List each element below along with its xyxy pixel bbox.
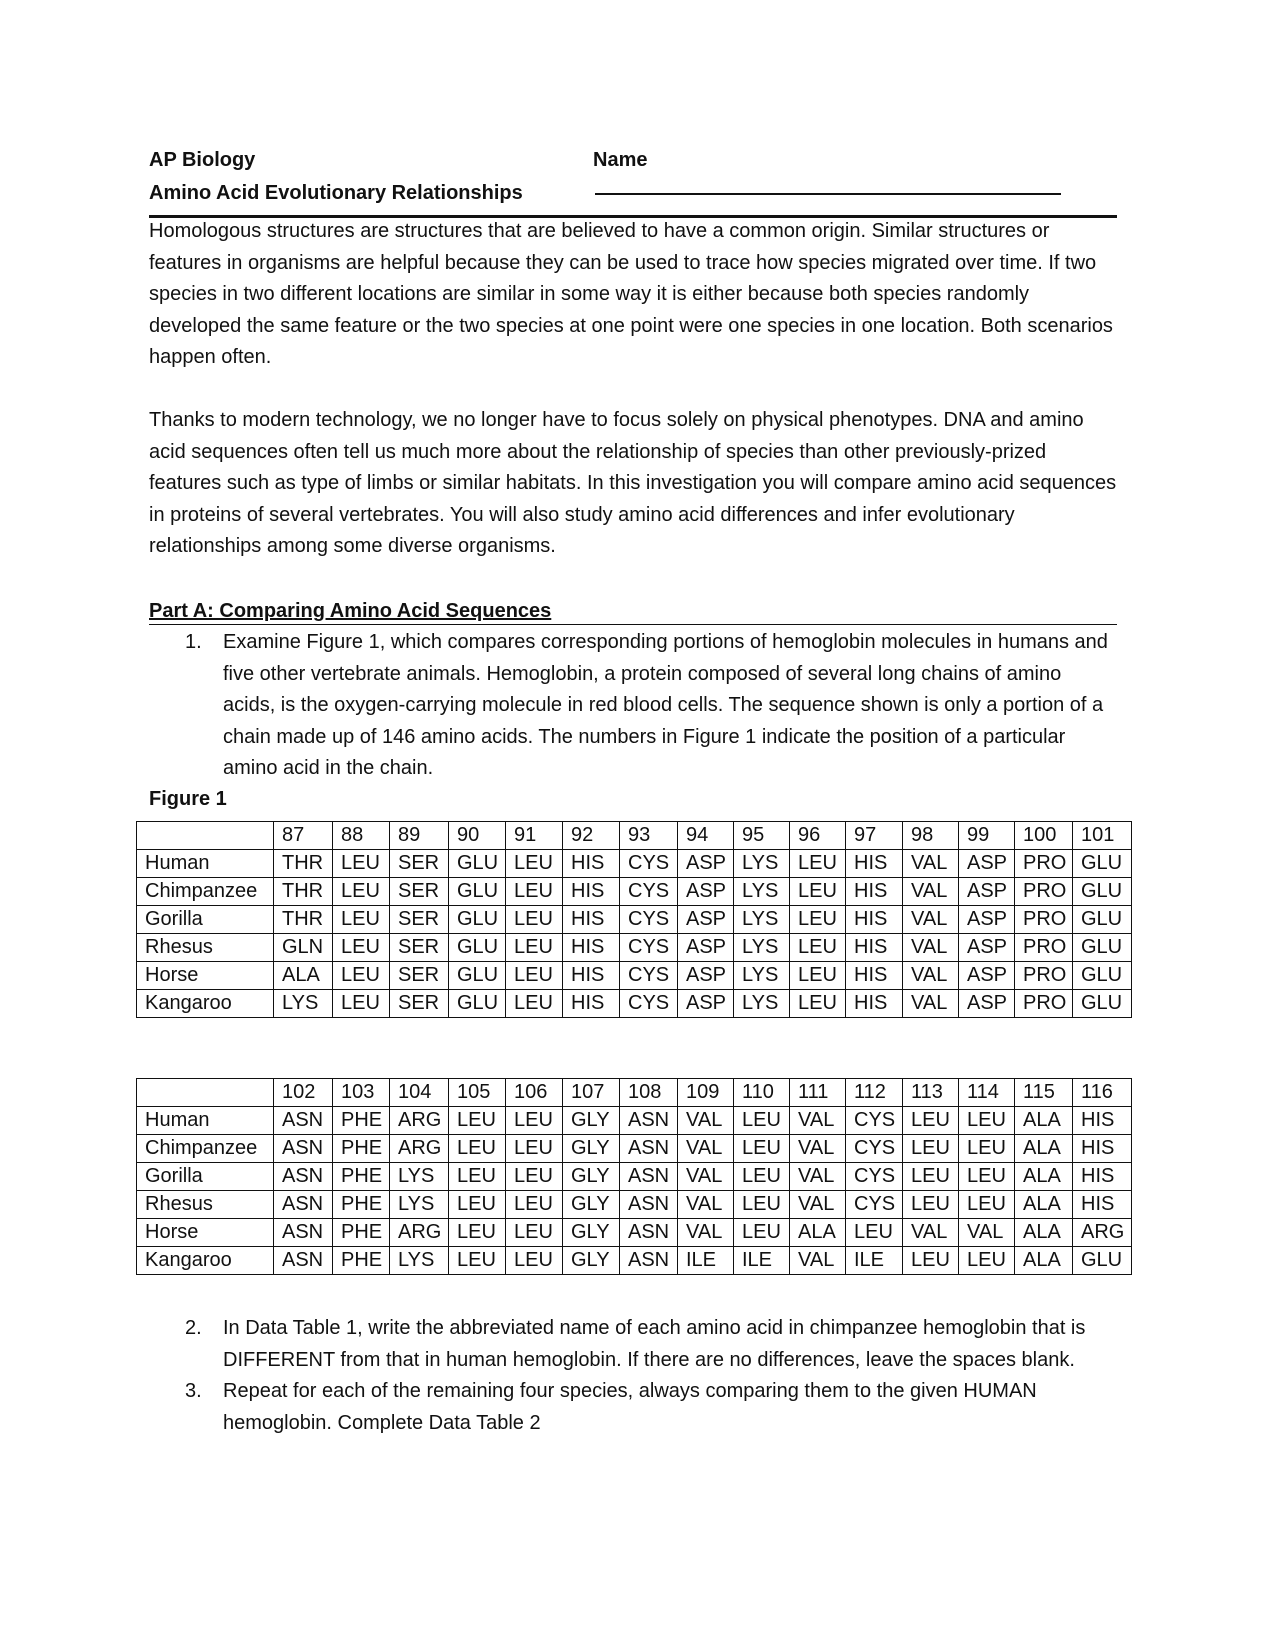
- amino-acid-cell: ASN: [620, 1247, 678, 1275]
- amino-acid-cell: LEU: [959, 1191, 1015, 1219]
- amino-acid-cell: VAL: [790, 1191, 846, 1219]
- sequence-table-87-101: [136, 821, 1132, 1018]
- position-number-cell: 110: [734, 1079, 790, 1107]
- amino-acid-cell: LEU: [790, 878, 846, 906]
- position-number-cell: 113: [903, 1079, 959, 1107]
- position-number-cell: 101: [1073, 822, 1132, 850]
- position-number-cell: 108: [620, 1079, 678, 1107]
- amino-acid-cell: ASN: [274, 1107, 333, 1135]
- amino-acid-cell: LEU: [449, 1163, 506, 1191]
- amino-acid-cell: ILE: [846, 1247, 903, 1275]
- amino-acid-cell: LYS: [390, 1247, 449, 1275]
- amino-acid-cell: ALA: [1015, 1107, 1073, 1135]
- position-number-cell: 100: [1015, 822, 1073, 850]
- amino-acid-cell: ASP: [959, 990, 1015, 1018]
- intro-paragraph-1: Homologous structures are structures that are believed to have a common origin. Similar structures or features in organisms are helpful because they can be used to trace how species migrated over time. If two species in two different locations are similar in some way it is either because both species randomly developed the same feature or the two species at one point were one species in one location. Both scenarios happen often.: [149, 220, 1113, 368]
- instruction-item-3: [149, 1376, 1117, 1439]
- species-row: [137, 1107, 1132, 1135]
- instruction-number: 2.: [185, 1317, 202, 1339]
- species-row: [137, 906, 1132, 934]
- amino-acid-cell: CYS: [846, 1107, 903, 1135]
- instruction-text: Repeat for each of the remaining four species, always comparing them to the given HUMAN hemoglobin. Complete Data Table 2: [223, 1380, 1037, 1434]
- position-number-cell: 89: [390, 822, 449, 850]
- amino-acid-cell: LEU: [734, 1135, 790, 1163]
- amino-acid-cell: GLY: [563, 1247, 620, 1275]
- amino-acid-cell: HIS: [846, 990, 903, 1018]
- amino-acid-cell: LEU: [790, 990, 846, 1018]
- position-number-cell: 97: [846, 822, 903, 850]
- amino-acid-cell: GLU: [449, 906, 506, 934]
- amino-acid-cell: HIS: [1073, 1163, 1132, 1191]
- species-row: [137, 934, 1132, 962]
- amino-acid-cell: LEU: [506, 990, 563, 1018]
- amino-acid-cell: LEU: [903, 1107, 959, 1135]
- amino-acid-cell: SER: [390, 962, 449, 990]
- amino-acid-cell: LEU: [959, 1247, 1015, 1275]
- instruction-item-2: [149, 1313, 1117, 1376]
- amino-acid-cell: LEU: [333, 934, 390, 962]
- amino-acid-cell: LEU: [959, 1163, 1015, 1191]
- species-name-cell: Human: [137, 1107, 274, 1135]
- amino-acid-cell: LEU: [734, 1219, 790, 1247]
- amino-acid-cell: SER: [390, 850, 449, 878]
- amino-acid-cell: GLY: [563, 1163, 620, 1191]
- amino-acid-cell: ASP: [959, 850, 1015, 878]
- amino-acid-cell: HIS: [1073, 1107, 1132, 1135]
- amino-acid-cell: LEU: [506, 878, 563, 906]
- amino-acid-cell: VAL: [678, 1163, 734, 1191]
- amino-acid-cell: LYS: [734, 962, 790, 990]
- amino-acid-cell: CYS: [620, 850, 678, 878]
- amino-acid-cell: GLU: [449, 934, 506, 962]
- amino-acid-cell: GLU: [449, 878, 506, 906]
- amino-acid-cell: ASN: [620, 1135, 678, 1163]
- amino-acid-cell: THR: [274, 850, 333, 878]
- amino-acid-cell: LEU: [506, 1107, 563, 1135]
- species-row: [137, 1163, 1132, 1191]
- instruction-item-1: [149, 627, 1117, 785]
- amino-acid-cell: ASP: [678, 962, 734, 990]
- amino-acid-cell: LEU: [449, 1135, 506, 1163]
- position-number-cell: 104: [390, 1079, 449, 1107]
- amino-acid-cell: SER: [390, 934, 449, 962]
- amino-acid-cell: LEU: [506, 1247, 563, 1275]
- position-number-cell: 96: [790, 822, 846, 850]
- amino-acid-cell: LEU: [333, 878, 390, 906]
- amino-acid-cell: CYS: [846, 1191, 903, 1219]
- course-title: AP Biology: [149, 149, 256, 171]
- amino-acid-cell: LEU: [790, 850, 846, 878]
- amino-acid-cell: GLU: [1073, 990, 1132, 1018]
- amino-acid-cell: GLY: [563, 1107, 620, 1135]
- amino-acid-cell: ASP: [678, 990, 734, 1018]
- corner-cell: [137, 822, 274, 850]
- position-number-cell: 98: [903, 822, 959, 850]
- position-number-cell: 106: [506, 1079, 563, 1107]
- amino-acid-cell: ALA: [1015, 1247, 1073, 1275]
- amino-acid-cell: ARG: [390, 1107, 449, 1135]
- amino-acid-cell: ILE: [678, 1247, 734, 1275]
- species-name-cell: Horse: [137, 962, 274, 990]
- species-row: [137, 878, 1132, 906]
- amino-acid-cell: LEU: [449, 1107, 506, 1135]
- amino-acid-cell: PHE: [333, 1107, 390, 1135]
- amino-acid-cell: CYS: [846, 1135, 903, 1163]
- amino-acid-cell: HIS: [846, 962, 903, 990]
- position-number-cell: 91: [506, 822, 563, 850]
- name-blank-line[interactable]: [595, 173, 1061, 195]
- position-number-cell: 116: [1073, 1079, 1132, 1107]
- amino-acid-cell: VAL: [903, 1219, 959, 1247]
- position-number-cell: 94: [678, 822, 734, 850]
- species-row: [137, 1219, 1132, 1247]
- amino-acid-cell: ASP: [678, 878, 734, 906]
- amino-acid-cell: ASN: [620, 1219, 678, 1247]
- position-number-cell: 115: [1015, 1079, 1073, 1107]
- amino-acid-cell: HIS: [846, 850, 903, 878]
- position-header-row: [137, 822, 1132, 850]
- amino-acid-cell: VAL: [790, 1163, 846, 1191]
- amino-acid-cell: CYS: [620, 990, 678, 1018]
- amino-acid-cell: HIS: [1073, 1191, 1132, 1219]
- amino-acid-cell: GLU: [449, 990, 506, 1018]
- amino-acid-cell: HIS: [1073, 1135, 1132, 1163]
- amino-acid-cell: ASP: [959, 962, 1015, 990]
- amino-acid-cell: GLU: [449, 962, 506, 990]
- amino-acid-cell: LYS: [734, 934, 790, 962]
- amino-acid-cell: LEU: [959, 1107, 1015, 1135]
- amino-acid-cell: VAL: [903, 878, 959, 906]
- amino-acid-cell: ALA: [1015, 1163, 1073, 1191]
- position-number-cell: 88: [333, 822, 390, 850]
- amino-acid-cell: ALA: [790, 1219, 846, 1247]
- position-number-cell: 102: [274, 1079, 333, 1107]
- position-number-cell: 107: [563, 1079, 620, 1107]
- sequence-table-102-116: [136, 1078, 1132, 1275]
- position-number-cell: 92: [563, 822, 620, 850]
- amino-acid-cell: LEU: [506, 906, 563, 934]
- species-row: [137, 990, 1132, 1018]
- amino-acid-cell: CYS: [620, 934, 678, 962]
- position-number-cell: 90: [449, 822, 506, 850]
- amino-acid-cell: GLU: [449, 850, 506, 878]
- amino-acid-cell: SER: [390, 990, 449, 1018]
- corner-cell: [137, 1079, 274, 1107]
- species-name-cell: Horse: [137, 1219, 274, 1247]
- position-number-cell: 87: [274, 822, 333, 850]
- species-row: [137, 1135, 1132, 1163]
- amino-acid-cell: LEU: [449, 1247, 506, 1275]
- amino-acid-cell: LEU: [333, 906, 390, 934]
- amino-acid-cell: LEU: [506, 1219, 563, 1247]
- species-name-cell: Chimpanzee: [137, 1135, 274, 1163]
- amino-acid-cell: VAL: [678, 1191, 734, 1219]
- amino-acid-cell: LYS: [390, 1191, 449, 1219]
- amino-acid-cell: LEU: [903, 1247, 959, 1275]
- worksheet-title: Amino Acid Evolutionary Relationships: [149, 182, 523, 204]
- instruction-list-2: [149, 1313, 1117, 1439]
- species-name-cell: Kangaroo: [137, 1247, 274, 1275]
- species-name-cell: Gorilla: [137, 906, 274, 934]
- amino-acid-cell: HIS: [846, 878, 903, 906]
- amino-acid-cell: CYS: [846, 1163, 903, 1191]
- amino-acid-cell: VAL: [959, 1219, 1015, 1247]
- amino-acid-cell: LEU: [734, 1191, 790, 1219]
- amino-acid-cell: CYS: [620, 878, 678, 906]
- amino-acid-cell: ASP: [678, 906, 734, 934]
- amino-acid-cell: VAL: [903, 962, 959, 990]
- amino-acid-cell: ALA: [1015, 1135, 1073, 1163]
- amino-acid-cell: PHE: [333, 1135, 390, 1163]
- amino-acid-cell: HIS: [563, 962, 620, 990]
- amino-acid-cell: LEU: [333, 962, 390, 990]
- amino-acid-cell: VAL: [790, 1247, 846, 1275]
- amino-acid-cell: PHE: [333, 1191, 390, 1219]
- amino-acid-cell: ASN: [620, 1107, 678, 1135]
- species-row: [137, 1247, 1132, 1275]
- amino-acid-cell: LEU: [734, 1163, 790, 1191]
- species-name-cell: Chimpanzee: [137, 878, 274, 906]
- amino-acid-cell: GLU: [1073, 850, 1132, 878]
- amino-acid-cell: LEU: [903, 1191, 959, 1219]
- species-row: [137, 850, 1132, 878]
- amino-acid-cell: GLY: [563, 1219, 620, 1247]
- amino-acid-cell: PHE: [333, 1219, 390, 1247]
- amino-acid-cell: HIS: [563, 850, 620, 878]
- amino-acid-cell: LEU: [506, 1135, 563, 1163]
- amino-acid-cell: VAL: [790, 1135, 846, 1163]
- amino-acid-cell: GLN: [274, 934, 333, 962]
- amino-acid-cell: PRO: [1015, 850, 1073, 878]
- amino-acid-cell: ASN: [274, 1163, 333, 1191]
- amino-acid-cell: LEU: [449, 1219, 506, 1247]
- position-header-row: [137, 1079, 1132, 1107]
- amino-acid-cell: LEU: [506, 850, 563, 878]
- instruction-number: 3.: [185, 1380, 202, 1402]
- amino-acid-cell: LYS: [390, 1163, 449, 1191]
- amino-acid-cell: PRO: [1015, 906, 1073, 934]
- position-number-cell: 109: [678, 1079, 734, 1107]
- name-field[interactable]: [593, 149, 1115, 195]
- amino-acid-cell: LEU: [333, 990, 390, 1018]
- amino-acid-cell: GLU: [1073, 878, 1132, 906]
- amino-acid-cell: VAL: [790, 1107, 846, 1135]
- part-a-heading: [149, 598, 1117, 625]
- amino-acid-cell: LEU: [506, 934, 563, 962]
- amino-acid-cell: LEU: [790, 962, 846, 990]
- amino-acid-cell: LEU: [903, 1163, 959, 1191]
- amino-acid-cell: VAL: [678, 1107, 734, 1135]
- amino-acid-cell: THR: [274, 906, 333, 934]
- amino-acid-cell: VAL: [903, 850, 959, 878]
- amino-acid-cell: PRO: [1015, 990, 1073, 1018]
- amino-acid-cell: ASN: [274, 1219, 333, 1247]
- amino-acid-cell: ILE: [734, 1247, 790, 1275]
- header-row: [149, 149, 1115, 177]
- amino-acid-cell: ASP: [678, 934, 734, 962]
- amino-acid-cell: GLU: [1073, 962, 1132, 990]
- amino-acid-cell: LEU: [790, 934, 846, 962]
- amino-acid-cell: GLY: [563, 1135, 620, 1163]
- amino-acid-cell: ASP: [959, 878, 1015, 906]
- amino-acid-cell: ASN: [274, 1247, 333, 1275]
- amino-acid-cell: ALA: [1015, 1219, 1073, 1247]
- position-number-cell: 95: [734, 822, 790, 850]
- amino-acid-cell: LYS: [734, 906, 790, 934]
- species-name-cell: Kangaroo: [137, 990, 274, 1018]
- amino-acid-cell: ARG: [390, 1219, 449, 1247]
- amino-acid-cell: HIS: [563, 934, 620, 962]
- amino-acid-cell: CYS: [620, 906, 678, 934]
- amino-acid-cell: LEU: [449, 1191, 506, 1219]
- figure-label: Figure 1: [149, 788, 227, 810]
- amino-acid-cell: LYS: [274, 990, 333, 1018]
- amino-acid-cell: LYS: [734, 850, 790, 878]
- position-number-cell: 114: [959, 1079, 1015, 1107]
- amino-acid-cell: GLU: [1073, 906, 1132, 934]
- amino-acid-cell: ASN: [620, 1191, 678, 1219]
- amino-acid-cell: VAL: [903, 906, 959, 934]
- instruction-text: In Data Table 1, write the abbreviated name of each amino acid in chimpanzee hemoglobin that is DIFFERENT from that in human hemoglobin. If there are no differences, leave the spaces blank.: [223, 1317, 1086, 1371]
- amino-acid-cell: VAL: [678, 1135, 734, 1163]
- position-number-cell: 99: [959, 822, 1015, 850]
- amino-acid-cell: HIS: [563, 906, 620, 934]
- amino-acid-cell: HIS: [846, 934, 903, 962]
- amino-acid-cell: LYS: [734, 990, 790, 1018]
- amino-acid-cell: ALA: [1015, 1191, 1073, 1219]
- amino-acid-cell: LEU: [506, 962, 563, 990]
- amino-acid-cell: LEU: [333, 850, 390, 878]
- amino-acid-cell: LYS: [734, 878, 790, 906]
- amino-acid-cell: PRO: [1015, 934, 1073, 962]
- amino-acid-cell: VAL: [678, 1219, 734, 1247]
- instruction-number: 1.: [185, 631, 202, 653]
- species-row: [137, 1191, 1132, 1219]
- amino-acid-cell: HIS: [563, 878, 620, 906]
- species-row: [137, 962, 1132, 990]
- amino-acid-cell: LEU: [903, 1135, 959, 1163]
- name-label: Name: [593, 149, 648, 171]
- amino-acid-cell: LEU: [846, 1219, 903, 1247]
- amino-acid-cell: PHE: [333, 1163, 390, 1191]
- amino-acid-cell: THR: [274, 878, 333, 906]
- instruction-list-1: [149, 627, 1117, 785]
- amino-acid-cell: HIS: [846, 906, 903, 934]
- amino-acid-cell: ASN: [274, 1191, 333, 1219]
- amino-acid-cell: PRO: [1015, 962, 1073, 990]
- amino-acid-cell: ASP: [959, 934, 1015, 962]
- amino-acid-cell: GLU: [1073, 934, 1132, 962]
- amino-acid-cell: PRO: [1015, 878, 1073, 906]
- amino-acid-cell: ALA: [274, 962, 333, 990]
- amino-acid-cell: ASP: [959, 906, 1015, 934]
- amino-acid-cell: LEU: [959, 1135, 1015, 1163]
- part-a-heading-text: Part A: Comparing Amino Acid Sequences: [149, 600, 552, 622]
- species-name-cell: Human: [137, 850, 274, 878]
- amino-acid-cell: ASN: [620, 1163, 678, 1191]
- position-number-cell: 93: [620, 822, 678, 850]
- position-number-cell: 112: [846, 1079, 903, 1107]
- amino-acid-cell: ASP: [678, 850, 734, 878]
- position-number-cell: 103: [333, 1079, 390, 1107]
- amino-acid-cell: SER: [390, 878, 449, 906]
- amino-acid-cell: PHE: [333, 1247, 390, 1275]
- amino-acid-cell: ARG: [1073, 1219, 1132, 1247]
- amino-acid-cell: LEU: [790, 906, 846, 934]
- amino-acid-cell: CYS: [620, 962, 678, 990]
- species-name-cell: Rhesus: [137, 934, 274, 962]
- amino-acid-cell: VAL: [903, 934, 959, 962]
- intro-paragraph-2: Thanks to modern technology, we no longer have to focus solely on physical phenotypes. DNA and amino acid sequences often tell us much more about the relationship of species than other previously-prized features such as type of limbs or similar habitats. In this investigation you will compare amino acid sequences in proteins of several vertebrates. You will also study amino acid differences and infer evolutionary relationships among some diverse organisms.: [149, 409, 1117, 557]
- amino-acid-cell: HIS: [563, 990, 620, 1018]
- species-name-cell: Gorilla: [137, 1163, 274, 1191]
- amino-acid-cell: LEU: [506, 1163, 563, 1191]
- instruction-text: Examine Figure 1, which compares corresponding portions of hemoglobin molecules in humans and five other vertebrate animals. Hemoglobin, a protein composed of several long chains of amino acids, is the oxygen-carrying molecule in red blood cells. The sequence shown is only a portion of a chain made up of 146 amino acids. The numbers in Figure 1 indicate the position of a particular amino acid in the chain.: [223, 631, 1108, 779]
- amino-acid-cell: LEU: [506, 1191, 563, 1219]
- amino-acid-cell: ASN: [274, 1135, 333, 1163]
- amino-acid-cell: LEU: [734, 1107, 790, 1135]
- amino-acid-cell: ARG: [390, 1135, 449, 1163]
- position-number-cell: 111: [790, 1079, 846, 1107]
- position-number-cell: 105: [449, 1079, 506, 1107]
- amino-acid-cell: SER: [390, 906, 449, 934]
- amino-acid-cell: GLU: [1073, 1247, 1132, 1275]
- amino-acid-cell: GLY: [563, 1191, 620, 1219]
- species-name-cell: Rhesus: [137, 1191, 274, 1219]
- amino-acid-cell: VAL: [903, 990, 959, 1018]
